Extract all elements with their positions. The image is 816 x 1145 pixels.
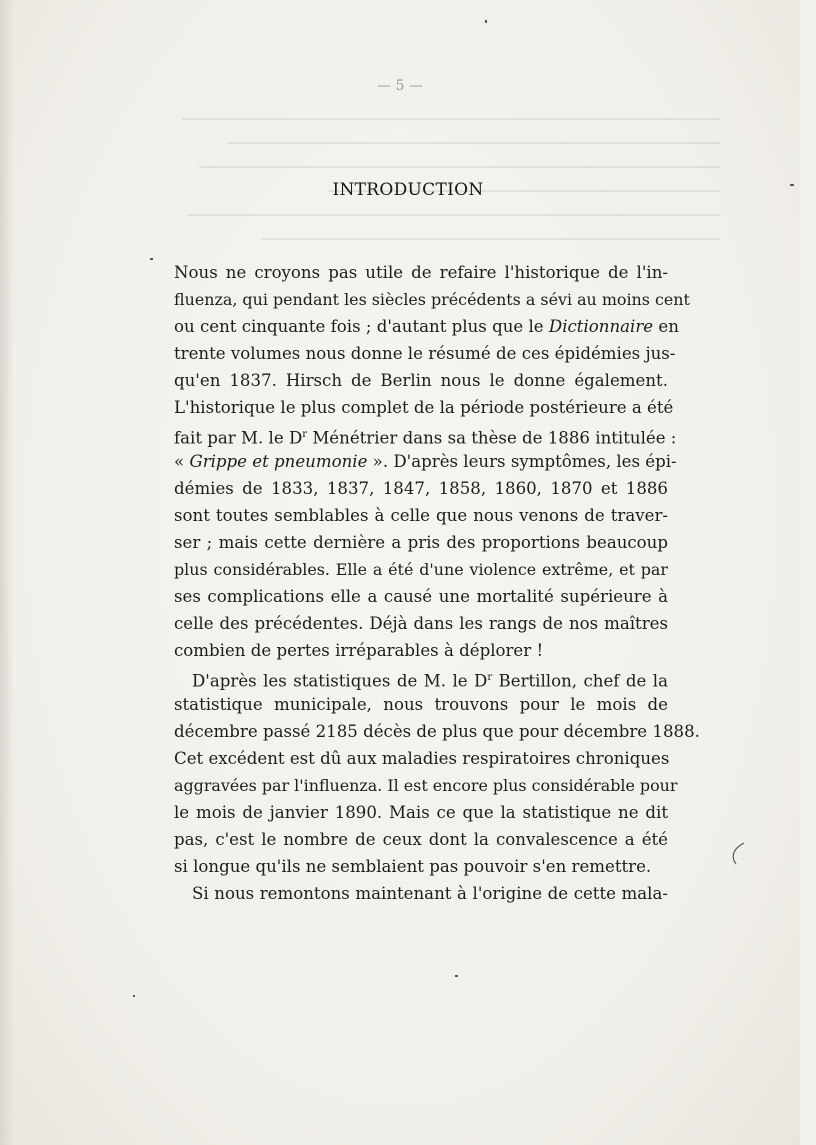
body-text [174,259,700,907]
line-text: ou cent cinquante fois ; d'autant plus que le [174,317,544,336]
text-line: statistique municipale, nous trouvons pour le mois de [174,695,668,714]
paragraph-1 [174,259,690,664]
text-line: aggravées par l'influenza. Il est encore plus considérable pour [174,776,678,795]
text-line: fluenza, qui pendant les siècles précédents a sévi au moins cent [174,290,690,309]
page-title: INTRODUCTION [332,180,484,200]
page-edge-shadow [0,0,14,1145]
text-line: celle des précédentes. Déjà dans les rangs de nos maîtres [174,614,668,633]
scan-speck [790,184,794,186]
text-line: ser ; mais cette dernière a pris des proportions beaucoup [174,533,668,552]
text-line [174,421,677,448]
pencil-mark [726,840,748,868]
page-number: — 5 — [377,78,423,94]
scan-speck [150,258,153,260]
line-text: Ménétrier dans sa thèse de 1886 intitulée : [307,428,677,448]
text-line: combien de pertes irréparables à déplorer ! [174,641,544,660]
text-line [174,259,668,286]
text-line [174,664,668,691]
italic-text: Dictionnaire [548,317,654,336]
text-line: trente volumes nous donne le résumé de ces épidémies jus- [174,344,676,363]
scan-speck [133,995,135,997]
text-line: le mois de janvier 1890. Mais ce que la statistique ne dit [174,803,668,822]
line-text: Nous ne croyons pas utile de refaire l'historique de l'in- [174,263,668,282]
text-line: si longue qu'ils ne semblaient pas pouvoir s'en remettre. [174,857,652,876]
line-text: fait par M. le D [174,428,303,448]
text-line: plus considérables. Elle a été d'une violence extrême, et par [174,560,668,579]
text-line: L'historique le plus complet de la période postérieure a été [174,398,674,417]
text-line: démies de 1833, 1837, 1847, 1858, 1860, 1870 et 1886 [174,479,668,498]
line-text: Bertillon, chef de la [492,671,668,691]
paragraph-2 [174,664,700,880]
text-line [174,313,679,340]
text-line: Si nous remontons maintenant à l'origine de cette mala- [192,884,668,903]
superscript: r [302,429,308,440]
line-text: ». D'après leurs symptômes, les épi- [367,452,677,471]
line-text: D'après les statistiques de M. le D [192,671,488,691]
scan-speck [485,20,487,23]
italic-text: Grippe et pneumonie [189,452,368,471]
text-line: sont toutes semblables à celle que nous venons de traver- [174,506,668,525]
superscript: r [487,672,493,683]
text-line: pas, c'est le nombre de ceux dont la convalescence a été [174,830,668,849]
line-text: « [174,452,190,471]
text-line [174,448,677,475]
scan-speck [455,975,458,977]
line-text: en [653,317,679,336]
text-line: Cet excédent est dû aux maladies respiratoires chroniques [174,749,670,768]
paragraph-3 [174,880,668,907]
text-line: ses complications elle a causé une mortalité supérieure à [174,587,668,606]
text-line: décembre passé 2185 décès de plus que pour décembre 1888. [174,722,700,741]
text-line: qu'en 1837. Hirsch de Berlin nous le donne également. [174,371,668,390]
